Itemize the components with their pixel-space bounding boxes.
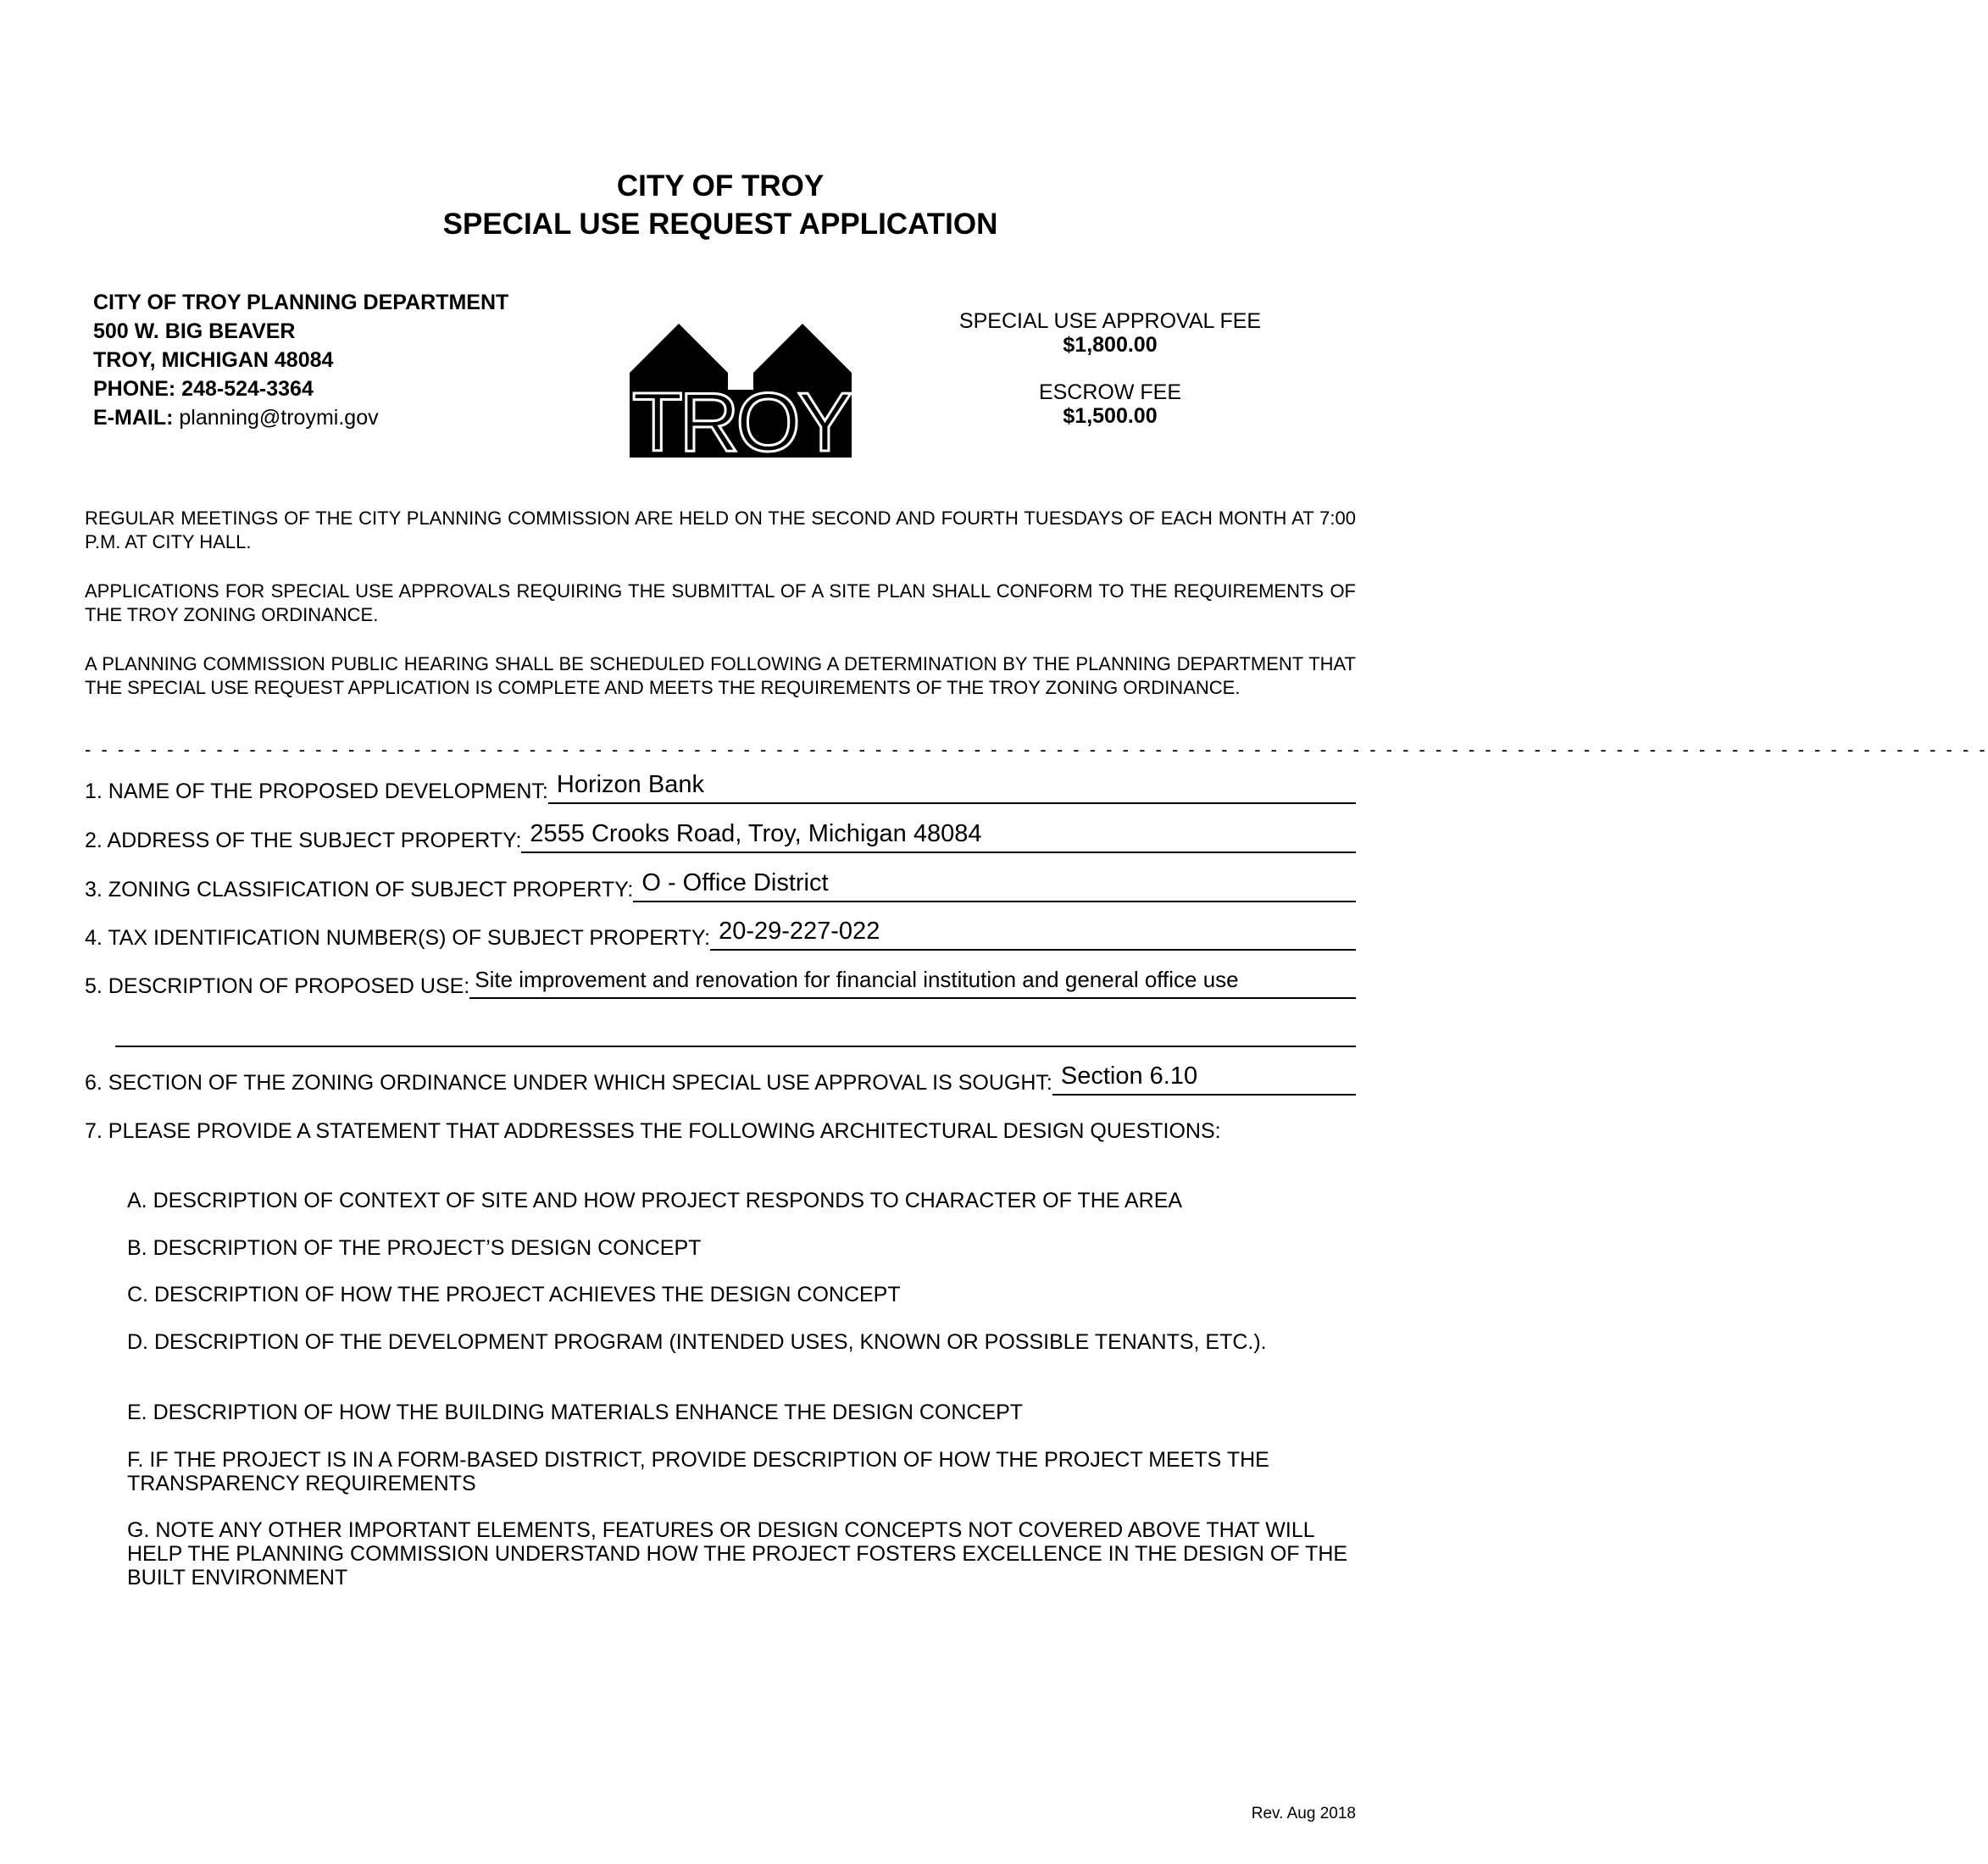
- question-4-field[interactable]: [710, 920, 1356, 951]
- logo-text: TROY: [631, 375, 850, 469]
- question-3-answer: O - Office District: [641, 869, 829, 896]
- revision-note: Rev. Aug 2018: [1251, 1805, 1356, 1822]
- question-6-answer: Section 6.10: [1060, 1062, 1198, 1090]
- question-5-extra-line[interactable]: [115, 1044, 1356, 1047]
- notice-meetings: REGULAR MEETINGS OF THE CITY PLANNING COMMISSION ARE HELD ON THE SECOND AND FOURTH TUESDAYS OF EACH MONTH AT 7:00 P.M. AT CITY HALL.: [85, 508, 1356, 552]
- question-3-row: [85, 869, 1356, 902]
- question-6-field[interactable]: [1052, 1062, 1356, 1096]
- question-6-label: 6. SECTION OF THE ZONING ORDINANCE UNDER WHICH SPECIAL USE APPROVAL IS SOUGHT:: [85, 1071, 1052, 1095]
- department-city: TROY, MICHIGAN 48084: [93, 348, 334, 372]
- notice-hearing: A PLANNING COMMISSION PUBLIC HEARING SHALL BE SCHEDULED FOLLOWING A DETERMINATION BY THE PLANNING DEPARTMENT THAT THE SPECIAL USE REQUEST APPLICATION IS COMPLETE AND MEETS THE REQUIREMENTS OF THE TROY ZONING ORDINANCE.: [85, 653, 1356, 698]
- question-5-label: 5. DESCRIPTION OF PROPOSED USE:: [85, 974, 470, 998]
- approval-fee-amount: $1,800.00: [1063, 333, 1158, 357]
- question-7-item-d: D. DESCRIPTION OF THE DEVELOPMENT PROGRAM (INTENDED USES, KNOWN OR POSSIBLE TENANTS, ETC.).: [127, 1330, 1267, 1354]
- page-subtitle: SPECIAL USE REQUEST APPLICATION: [442, 208, 998, 241]
- question-4-row: [85, 920, 1356, 951]
- department-name: CITY OF TROY PLANNING DEPARTMENT: [93, 291, 509, 314]
- dashed-divider: - - - - - - - - - - - - - - - - - - - - - - - - - - - - - - - - - - - - - - - - - - - - - - - - - - - - - - - - - - - - - - - - - - - - - - - - - - - - - - - - - - - - - - - - - - - - - - - - - - - - - - - - - - - - - - - - - - - -: [85, 739, 1988, 760]
- department-block: [93, 288, 508, 432]
- escrow-fee-amount: $1,500.00: [1063, 404, 1158, 428]
- question-3-field[interactable]: [633, 869, 1356, 902]
- question-6-row: [85, 1062, 1356, 1096]
- question-1-answer: Horizon Bank: [556, 771, 704, 798]
- troy-logo: [630, 324, 852, 469]
- question-2-row: [85, 820, 1356, 853]
- question-1-row: [85, 771, 1356, 804]
- question-4-label: 4. TAX IDENTIFICATION NUMBER(S) OF SUBJECT PROPERTY:: [85, 926, 711, 950]
- question-7-item-g: G. NOTE ANY OTHER IMPORTANT ELEMENTS, FEATURES OR DESIGN CONCEPTS NOT COVERED ABOVE THAT WILL HELP THE PLANNING COMMISSION UNDERSTAND HOW THE PROJECT FOSTERS EXCELLENCE IN THE DESIGN OF THE BUILT ENVIRONMENT: [127, 1518, 1348, 1589]
- question-5-field[interactable]: [469, 968, 1356, 999]
- department-email-row: [93, 403, 508, 432]
- question-3-label: 3. ZONING CLASSIFICATION OF SUBJECT PROPERTY:: [85, 878, 634, 901]
- question-2-label: 2. ADDRESS OF THE SUBJECT PROPERTY:: [85, 829, 522, 852]
- troy-logo-icon: [630, 324, 852, 469]
- question-5-row: [85, 968, 1356, 999]
- question-7-item-e: E. DESCRIPTION OF HOW THE BUILDING MATERIALS ENHANCE THE DESIGN CONCEPT: [127, 1401, 1024, 1424]
- question-7-item-b: B. DESCRIPTION OF THE PROJECT’S DESIGN CONCEPT: [127, 1236, 702, 1260]
- question-1-label: 1. NAME OF THE PROPOSED DEVELOPMENT:: [85, 779, 548, 803]
- department-phone: PHONE: 248-524-3364: [93, 377, 314, 401]
- escrow-fee-label: ESCROW FEE: [1038, 380, 1182, 404]
- question-7-item-a: A. DESCRIPTION OF CONTEXT OF SITE AND HOW PROJECT RESPONDS TO CHARACTER OF THE AREA: [127, 1189, 1183, 1212]
- question-7-item-f: F. IF THE PROJECT IS IN A FORM-BASED DISTRICT, PROVIDE DESCRIPTION OF HOW THE PROJECT MEETS THE TRANSPARENCY REQUIREMENTS: [127, 1448, 1269, 1495]
- question-7-item-c: C. DESCRIPTION OF HOW THE PROJECT ACHIEVES THE DESIGN CONCEPT: [127, 1283, 901, 1306]
- question-2-field[interactable]: [521, 820, 1356, 853]
- question-2-answer: 2555 Crooks Road, Troy, Michigan 48084: [530, 820, 982, 847]
- fees-block: [932, 309, 1288, 428]
- notice-site-plan: APPLICATIONS FOR SPECIAL USE APPROVALS REQUIRING THE SUBMITTAL OF A SITE PLAN SHALL CONFORM TO THE REQUIREMENTS OF THE TROY ZONING ORDINANCE.: [85, 580, 1356, 625]
- approval-fee-label: SPECIAL USE APPROVAL FEE: [958, 309, 1262, 333]
- question-7-label: 7. PLEASE PROVIDE A STATEMENT THAT ADDRESSES THE FOLLOWING ARCHITECTURAL DESIGN QUESTIONS:: [85, 1119, 1221, 1143]
- question-4-answer: 20-29-227-022: [719, 918, 880, 945]
- question-5-answer: Site improvement and renovation for financial institution and general office use: [475, 967, 1239, 992]
- department-address: 500 W. BIG BEAVER: [93, 319, 296, 343]
- page-title: CITY OF TROY: [616, 169, 825, 202]
- email-label: E-MAIL:: [93, 406, 174, 430]
- question-1-field[interactable]: [548, 771, 1356, 804]
- email-value: planning@troymi.gov: [179, 406, 379, 430]
